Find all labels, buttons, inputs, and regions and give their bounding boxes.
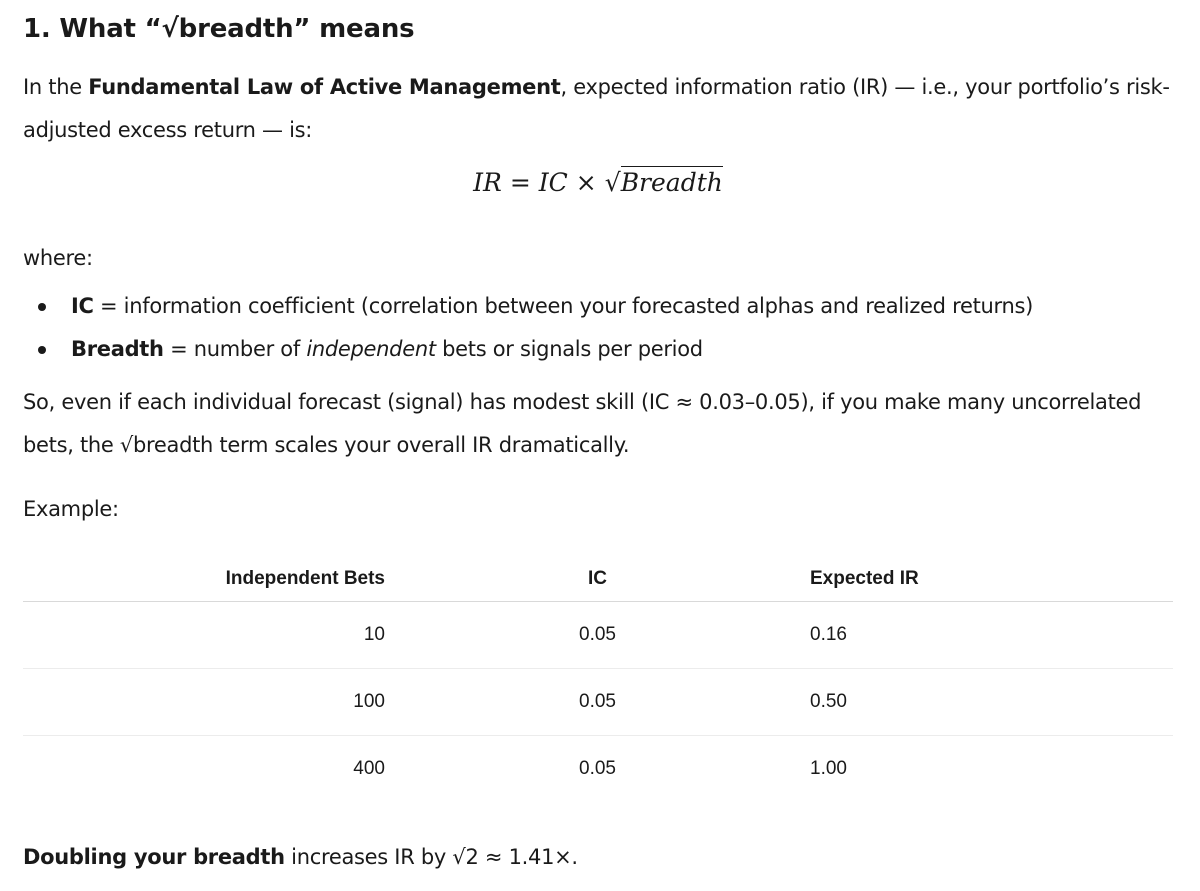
cell-ic: 0.05 [579,758,616,779]
header-independent-bets: Independent Bets [23,556,385,602]
cell-expected-ir [810,736,1173,803]
table-header-row [23,556,1173,602]
list-item-ic [23,285,1033,328]
section-heading: 1. What “√breadth” means [23,14,415,44]
list-text-breadth-after: bets or signals per period [435,337,703,361]
closing-paragraph [23,836,578,879]
example-table [23,556,1173,802]
table-row [23,669,1173,736]
list-term-ic: IC [71,294,94,318]
ir-formula [23,168,1173,197]
list-term-breadth: Breadth [71,337,164,361]
header-expected-ir-text: Expected IR [810,567,919,589]
closing-bold: Doubling your breadth [23,845,285,869]
cell-expected-ir [810,602,1173,669]
formula-times: × [575,168,597,197]
cell-bets: 400 [353,758,385,779]
formula-sqrt-icon: √ [604,168,621,197]
cell-bets: 100 [23,669,385,736]
list-text-breadth-before: = number of [163,337,307,361]
definition-list [23,285,1033,371]
formula-ic: IC [538,168,568,197]
closing-rest: increases IR by √2 ≈ 1.41×. [284,845,578,869]
header-ic: IC [385,556,810,602]
table-row [23,602,1173,669]
intro-bold-term: Fundamental Law of Active Management [88,75,561,99]
cell-ic: 0.05 [385,602,810,669]
header-expected-ir [810,556,1173,602]
list-item-breadth [23,328,1033,371]
cell-expected-ir [810,669,1173,736]
cell-ic: 0.05 [385,669,810,736]
explanation-paragraph: So, even if each individual forecast (signal) has modest skill (IC ≈ 0.03–0.05), if you make many uncorrelated bets, the √breadth term scales your overall IR dramatically. [23,390,1142,457]
cell-expected-ir-text: 1.00 [810,758,847,779]
where-label: where: [23,246,93,270]
list-emph-independent: independent [306,337,436,361]
cell-bets: 10 [23,602,385,669]
formula-lhs: IR [473,168,502,197]
cell-expected-ir-text: 0.50 [810,691,847,712]
cell-expected-ir-text: 0.16 [810,624,847,645]
formula-radicand: Breadth [620,168,723,197]
example-label: Example: [23,497,119,521]
intro-text-after: , expected information ratio (IR) — i.e., your portfolio’s risk-adjusted excess return — is: [23,75,1170,142]
formula-equals: = [509,168,531,197]
intro-text-before: In the [23,75,89,99]
table-row [23,736,1173,803]
list-text-ic: = information coefficient (correlation between your forecasted alphas and realized returns) [93,294,1034,318]
intro-paragraph [23,66,1173,152]
